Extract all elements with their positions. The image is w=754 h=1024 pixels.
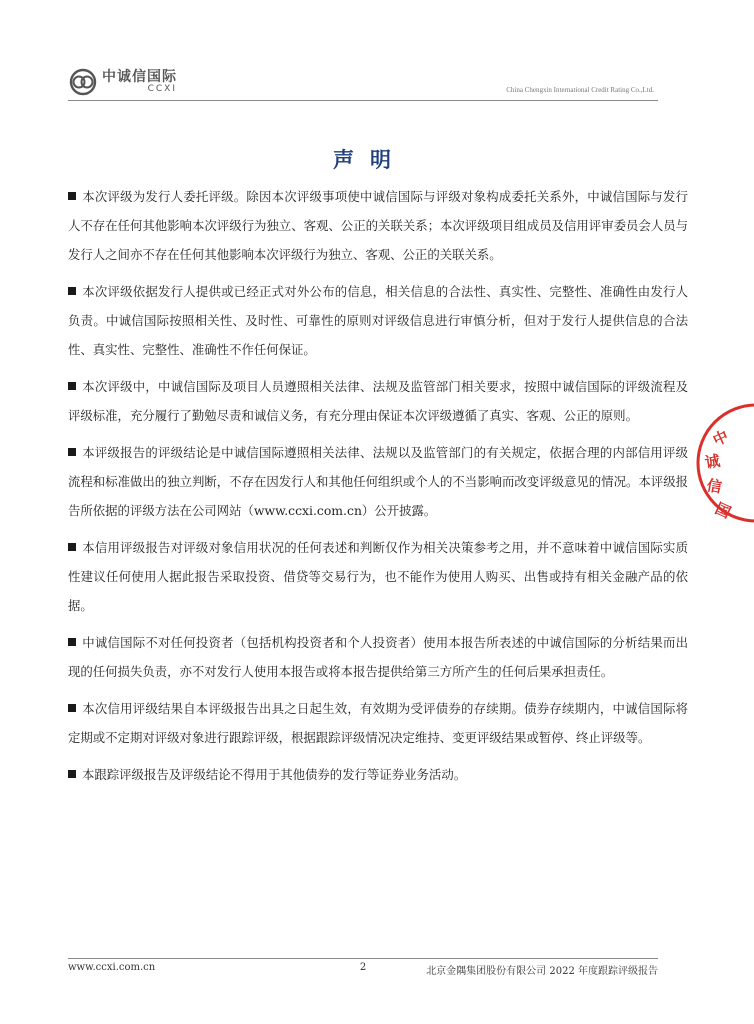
paragraph-text: 本次评级中，中诚信国际及项目人员遵照相关法律、法规及监管部门相关要求，按照中诚信国际的评级流程及评级标准，充分履行了勤勉尽责和诚信义务，有充分理由保证本次评级遵循了真实、客观、公正的原则。	[68, 379, 688, 423]
ccxi-logo	[68, 66, 177, 98]
square-bullet-icon	[68, 287, 76, 295]
paragraph-text: 本次评级依据发行人提供或已经正式对外公布的信息，相关信息的合法性、真实性、完整性、准确性由发行人负责。中诚信国际按照相关性、及时性、可靠性的原则对评级信息进行审慎分析，但对于发行人提供信息的合法性、真实性、完整性、准确性不作任何保证。	[68, 284, 688, 357]
statement-paragraph	[68, 438, 688, 525]
square-bullet-icon	[68, 543, 76, 551]
statement-paragraph	[68, 372, 688, 430]
statement-paragraph	[68, 182, 688, 269]
footer-divider	[68, 958, 658, 959]
paragraph-text: 中诚信国际不对任何投资者（包括机构投资者和个人投资者）使用本报告所表述的中诚信国际的分析结果而出现的任何损失负责，亦不对发行人使用本报告或将本报告提供给第三方所产生的任何后果承担责任。	[68, 635, 688, 679]
logo-english-text: CCXI	[147, 84, 177, 94]
statement-paragraph	[68, 694, 688, 752]
logo-mark-icon	[68, 67, 98, 97]
page-number: 2	[359, 962, 367, 973]
paragraph-text: 本信用评级报告对评级对象信用状况的任何表述和判断仅作为相关决策参考之用，并不意味着中诚信国际实质性建议任何使用人据此报告采取投资、借贷等交易行为，也不能作为使用人购买、出售或持有相关金融产品的依据。	[68, 540, 688, 613]
square-bullet-icon	[68, 704, 76, 712]
header-divider	[68, 100, 658, 101]
page-header	[68, 66, 658, 102]
statement-paragraph	[68, 277, 688, 364]
company-seal-stamp	[694, 398, 754, 528]
logo-chinese-text: 中诚信国际	[102, 69, 177, 85]
square-bullet-icon	[68, 638, 76, 646]
footer-website: www.ccxi.com.cn	[68, 962, 156, 973]
statement-paragraph	[68, 533, 688, 620]
page-title: 声明	[333, 148, 407, 172]
statement-paragraph	[68, 760, 688, 789]
svg-text:中: 中	[710, 426, 732, 450]
svg-text:信: 信	[705, 476, 724, 497]
footer-report-title: 北京金隅集团股份有限公司 2022 年度跟踪评级报告	[426, 966, 658, 977]
company-english-name: China Chengxin International Credit Rating Co.,Ltd.	[506, 86, 654, 94]
square-bullet-icon	[68, 382, 76, 390]
paragraph-text: 本次信用评级结果自本评级报告出具之日起生效，有效期为受评债券的存续期。债券存续期内，中诚信国际将定期或不定期对评级对象进行跟踪评级，根据跟踪评级情况决定维持、变更评级结果或暂停、终止评级等。	[68, 701, 688, 745]
square-bullet-icon	[68, 770, 76, 778]
square-bullet-icon	[68, 192, 76, 200]
statement-body	[68, 182, 688, 797]
paragraph-text: 本跟踪评级报告及评级结论不得用于其他债券的发行等证券业务活动。	[82, 767, 467, 782]
paragraph-text: 本评级报告的评级结论是中诚信国际遵照相关法律、法规以及监管部门的有关规定，依据合理的内部信用评级流程和标准做出的独立判断，不存在因发行人和其他任何组织或个人的不当影响而改变评级意见的情况。本评级报告所依据的评级方法在公司网站（www.ccxi.com.cn）公开披露。	[68, 445, 688, 518]
paragraph-text: 本次评级为发行人委托评级。除因本次评级事项使中诚信国际与评级对象构成委托关系外，中诚信国际与发行人不存在任何其他影响本次评级行为独立、客观、公正的关联关系；本次评级项目组成员及信用评审委员会人员与发行人之间亦不存在任何其他影响本次评级行为独立、客观、公正的关联关系。	[68, 189, 688, 262]
svg-text:国: 国	[712, 499, 734, 522]
statement-paragraph	[68, 628, 688, 686]
square-bullet-icon	[68, 448, 76, 456]
svg-text:诚: 诚	[703, 451, 722, 472]
